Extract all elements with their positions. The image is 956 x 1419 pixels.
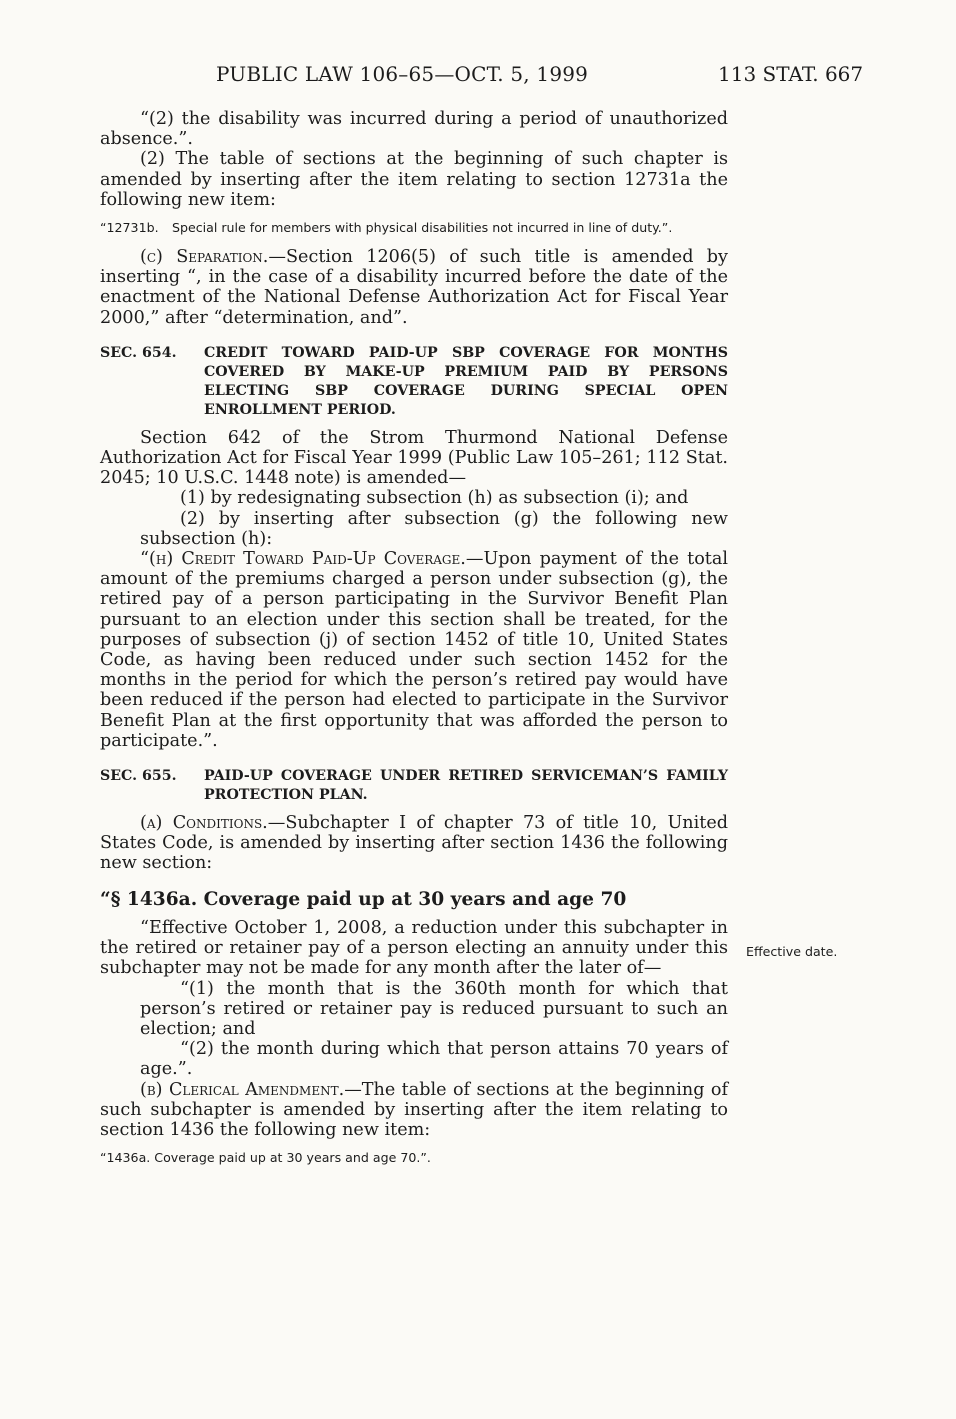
section-654-subsection-h: [100, 549, 728, 751]
section-654-heading: [100, 344, 728, 420]
subsection-text: —Subchapter I of chapter 73 of title 10, United States Code, is amended by inserting after section 1436 the following new section:: [100, 813, 729, 874]
section-number: SEC. 655.: [100, 768, 177, 785]
table-of-sections-item: [100, 220, 728, 235]
section-655-conditions: [100, 813, 728, 874]
table-item-number: “12731b.: [100, 220, 159, 236]
page-citation: 113 STAT. 667: [718, 62, 864, 86]
subsection-text: —Section 1206(5) of such title is amended by inserting “, in the case of a disability incurred before the date of the enactment of the National Defense Authorization Act for Fiscal Year 2000,” after “determination, and”.: [100, 247, 728, 328]
running-header-title: PUBLIC LAW 106–65—OCT. 5, 1999: [216, 62, 589, 86]
subsection-text: —The table of sections at the beginning of such subchapter is amended by inserting after the item relating to section 1436 the following new item:: [100, 1079, 728, 1140]
section-title: CREDIT TOWARD PAID-UP SBP COVERAGE FOR MONTHS COVERED BY MAKE-UP PREMIUM PAID BY PERSONS ELECTING SBP COVERAGE DURING SPECIAL OPEN ENROLLMENT PERIOD.: [204, 344, 728, 418]
subsection-text: —Upon payment of the total amount of the premiums charged a person under subsection (g), the retired pay of a person participating in the Survivor Benefit Plan pursuant to an election under this section shall be treated, for the purposes of subsection (j) of section 1452 of title 10, United States Code, as having been reduced under such section 1452 for the months in the period for which the person’s retired pay would have been reduced if the person had elected to participate in the Survivor Benefit Plan at the first opportunity that was afforded the person to participate.”.: [100, 549, 728, 751]
margin-note-effective-date: Effective date.: [746, 944, 838, 959]
section-654-item-1: (1) by redesignating subsection (h) as subsection (i); and: [180, 488, 689, 509]
subsection-label: (b) Clerical Amendment.: [140, 1079, 345, 1100]
new-section-heading: “§ 1436a. Coverage paid up at 30 years and age 70: [100, 888, 627, 910]
paragraph-separation: [100, 247, 728, 328]
subsection-label: (c) Separation.: [140, 247, 269, 268]
effective-item-1: “(1) the month that is the 360th month for which that person’s retired or retainer pay is reduced pursuant to such an election; and: [140, 978, 728, 1039]
table-item-text: “1436a. Coverage paid up at 30 years and age 70.”.: [100, 1150, 431, 1166]
paragraph-table-amendment: (2) The table of sections at the beginning of such chapter is amended by inserting after the item relating to section 12731a the following new item:: [100, 149, 728, 210]
clerical-amendment: [100, 1080, 728, 1141]
subsection-label: “(h) Credit Toward Paid-Up Coverage.: [140, 549, 466, 570]
section-654-intro: Section 642 of the Strom Thurmond National Defense Authorization Act for Fiscal Year 1999 (Public Law 105–261; 112 Stat. 2045; 10 U.S.C. 1448 note) is amended—: [100, 427, 728, 489]
section-655-heading: [100, 767, 728, 805]
body-column: [100, 109, 728, 1165]
table-item-text: Special rule for members with physical disabilities not incurred in line of duty.”.: [172, 220, 673, 236]
section-number: SEC. 654.: [100, 344, 177, 361]
effective-paragraph: “Effective October 1, 2008, a reduction under this subchapter in the retired or retainer pay of a person electing an annuity under this subchapter may not be made for any month after the later of—: [100, 917, 728, 979]
subsection-label: (a) Conditions.: [140, 813, 268, 834]
section-654-item-2: (2) by inserting after subsection (g) the following new subsection (h):: [140, 508, 728, 549]
effective-item-2: “(2) the month during which that person attains 70 years of age.”.: [140, 1039, 728, 1080]
table-of-sections-item-1436a: [100, 1150, 728, 1165]
section-title: PAID-UP COVERAGE UNDER RETIRED SERVICEMAN’S FAMILY PROTECTION PLAN.: [204, 768, 728, 804]
paragraph-disability: “(2) the disability was incurred during a period of unauthorized absence.”.: [100, 109, 728, 150]
